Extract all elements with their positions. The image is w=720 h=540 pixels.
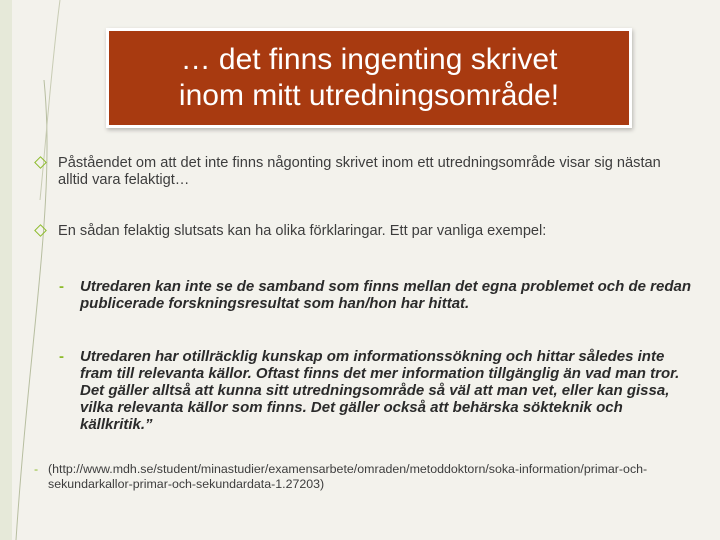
bullet-explanations bbox=[36, 223, 686, 240]
title-box bbox=[106, 28, 632, 128]
bullet-claim bbox=[36, 155, 686, 189]
reference-url: (http://www.mdh.se/student/minastudier/examensarbete/omraden/metoddoktorn/soka-information/primar-och-sekundarkallor-primar-och-sekundardata-1.27203) bbox=[48, 462, 648, 491]
sub-bullet-connections bbox=[59, 278, 699, 312]
dash-marker: - bbox=[59, 278, 64, 295]
dash-marker: - bbox=[34, 462, 39, 476]
reference-link bbox=[34, 462, 704, 492]
title-line-2: inom mitt utredningsområde! bbox=[178, 79, 560, 112]
dash-marker: - bbox=[59, 348, 64, 365]
diamond-bullet-icon bbox=[34, 156, 47, 169]
sub-bullet-text: Utredaren har otillräcklig kunskap om informationssökning och hittar således inte fram till relevanta källor. Oftast finns det mer information tillgänglig än vad man tror. Det gäller alltså att kunna sitt utredningsområde så väl att man vet, eller kan gissa, vilka relevanta källor som finns. Det gäller också att behärska sökteknik och källkritik.” bbox=[80, 348, 680, 433]
title-line-1: … det finns ingenting skrivet bbox=[180, 43, 558, 76]
bullet-text: En sådan felaktig slutsats kan ha olika förklaringar. Ett par vanliga exempel: bbox=[58, 223, 547, 239]
sub-bullet-search-knowledge bbox=[59, 348, 699, 433]
bullet-text: Påståendet om att det inte finns någonting skrivet inom ett utredningsområde visar sig nästan alltid vara felaktigt… bbox=[58, 155, 661, 188]
sub-bullet-text: Utredaren kan inte se de samband som finns mellan det egna problemet och de redan publicerade forskningsresultat som han/hon har hittat. bbox=[80, 278, 691, 312]
diamond-bullet-icon bbox=[34, 224, 47, 237]
